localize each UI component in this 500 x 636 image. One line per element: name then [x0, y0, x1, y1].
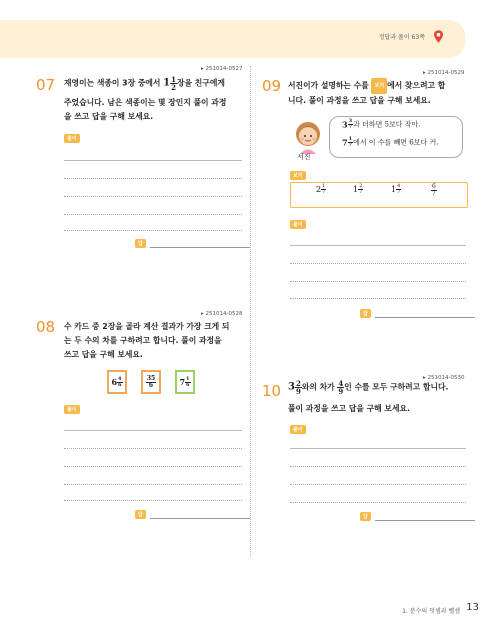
q09-line1b: 에서 찾으려고 합: [387, 81, 446, 90]
q09-line: [290, 245, 466, 246]
q08-line3: 쓰고 답을 구해 보세요.: [64, 350, 143, 359]
q08-line: [64, 500, 242, 501]
q10-code: ▸ 251014-0530: [423, 375, 465, 381]
bogi-option: 1 $\frac{2}{7}$: [353, 183, 363, 195]
q10-number: 10: [262, 382, 282, 400]
q09-line: [290, 263, 466, 264]
q07-line1a: 재영이는 색종이 3장 중에서: [64, 78, 164, 88]
q10-line: [290, 502, 466, 503]
chapter-title: 1. 분수의 덧셈과 뺄셈: [402, 608, 460, 615]
q07-line: [64, 160, 242, 161]
q09-text: [288, 78, 473, 108]
q10-text: 3 $\frac{2}{9}$ 와의 차가 $\frac{4}{9}$ 인 수를 모두 구하려고 합니다. 풀이 과정을 쓰고 답을 구해 보세요.: [288, 380, 473, 416]
q09-answer-line[interactable]: [375, 312, 475, 318]
q07-mixed-whole: 1: [163, 77, 171, 89]
q10-line: [290, 466, 466, 467]
bogi-tag: 보기: [371, 78, 387, 94]
q09-code: ▸ 251014-0529: [423, 70, 465, 76]
q07-line: [64, 230, 242, 231]
q07-line: [64, 214, 242, 215]
q10-answer[interactable]: [360, 512, 475, 521]
q07-fraction: $\frac{1}{2}$: [171, 75, 176, 92]
q07-line: [64, 196, 242, 197]
bogi-option: 1 $\frac{4}{7}$: [391, 183, 401, 195]
q07-line1b: 장을 친구에게: [176, 78, 225, 88]
q08-line: [64, 466, 242, 467]
q09-line: [290, 298, 466, 299]
q08-text: [64, 320, 246, 362]
q10-line2: 풀이 과정을 쓰고 답을 구해 보세요.: [288, 404, 410, 413]
q07-answer-line[interactable]: [150, 242, 250, 248]
q08-line2: 는 두 수의 차를 구하려고 합니다. 풀이 과정을: [64, 336, 222, 345]
speaker-name: 서진: [297, 153, 311, 161]
q08-line: [64, 448, 242, 449]
q09-bogi-tag: 보기: [290, 171, 306, 180]
q08-answer-tag: 답: [135, 510, 146, 519]
q08-line: [64, 484, 242, 485]
q10-line: [290, 448, 466, 449]
q08-line1: 수 카드 중 2장을 골라 계산 결과가 가장 크게 되: [64, 322, 230, 331]
q08-answer[interactable]: [135, 510, 250, 519]
q07-answer[interactable]: [135, 239, 250, 248]
q07-line3: 을 쓰고 답을 구해 보세요.: [64, 112, 154, 121]
page-header: [0, 20, 465, 58]
answer-reference: 정답과 풀이 63쪽: [378, 34, 425, 41]
q07-code: ▸ 251014-0527: [201, 66, 243, 72]
q07-text: [64, 76, 246, 124]
girl-avatar-icon: [294, 120, 322, 154]
q10-answer-tag: 답: [360, 512, 371, 521]
q07-answer-tag: 답: [135, 239, 146, 248]
q10-solution-tag: 풀이: [290, 425, 306, 434]
q08-answer-line[interactable]: [150, 513, 250, 519]
q09-line: [290, 281, 466, 282]
number-card: 7 $\frac{1}{6}$: [175, 370, 195, 394]
q07-solution-tag: 풀이: [64, 134, 80, 143]
q07-number: 07: [36, 76, 56, 94]
q09-line2: 니다. 풀이 과정을 쓰고 답을 구해 보세요.: [288, 96, 431, 105]
q09-answer[interactable]: [360, 309, 475, 318]
q09-solution-tag: 풀이: [290, 220, 306, 229]
q09-line1a: 서진이가 설명하는 수를: [288, 81, 372, 90]
bogi-option: 2 $\frac{1}{7}$: [316, 183, 326, 195]
q08-solution-tag: 풀이: [64, 405, 80, 414]
q08-line: [64, 430, 242, 431]
q10-line: [290, 484, 466, 485]
column-divider: [250, 66, 251, 556]
q07-line2: 주었습니다. 남은 색종이는 몇 장인지 풀이 과정: [64, 98, 227, 107]
map-pin-icon: [434, 30, 443, 43]
bogi-option: $\frac{6}{7}$: [432, 183, 436, 197]
number-card: $\frac{35}{6}$: [141, 370, 161, 394]
bubble-line-1: 3 $\frac{3}{7}$ 과 더하면 5보다 작아.: [342, 118, 421, 130]
q07-line: [64, 178, 242, 179]
q10-answer-line[interactable]: [375, 515, 475, 521]
number-card: 6 $\frac{4}{6}$: [107, 370, 127, 394]
q08-code: ▸ 251014-0528: [201, 311, 243, 317]
bubble-line-2: 7 $\frac{1}{7}$ 에서 이 수를 빼면 6보다 커.: [342, 136, 439, 148]
q08-number: 08: [36, 318, 56, 336]
q09-answer-tag: 답: [360, 309, 371, 318]
q09-number: 09: [262, 77, 282, 95]
page-number: 13: [466, 602, 479, 613]
